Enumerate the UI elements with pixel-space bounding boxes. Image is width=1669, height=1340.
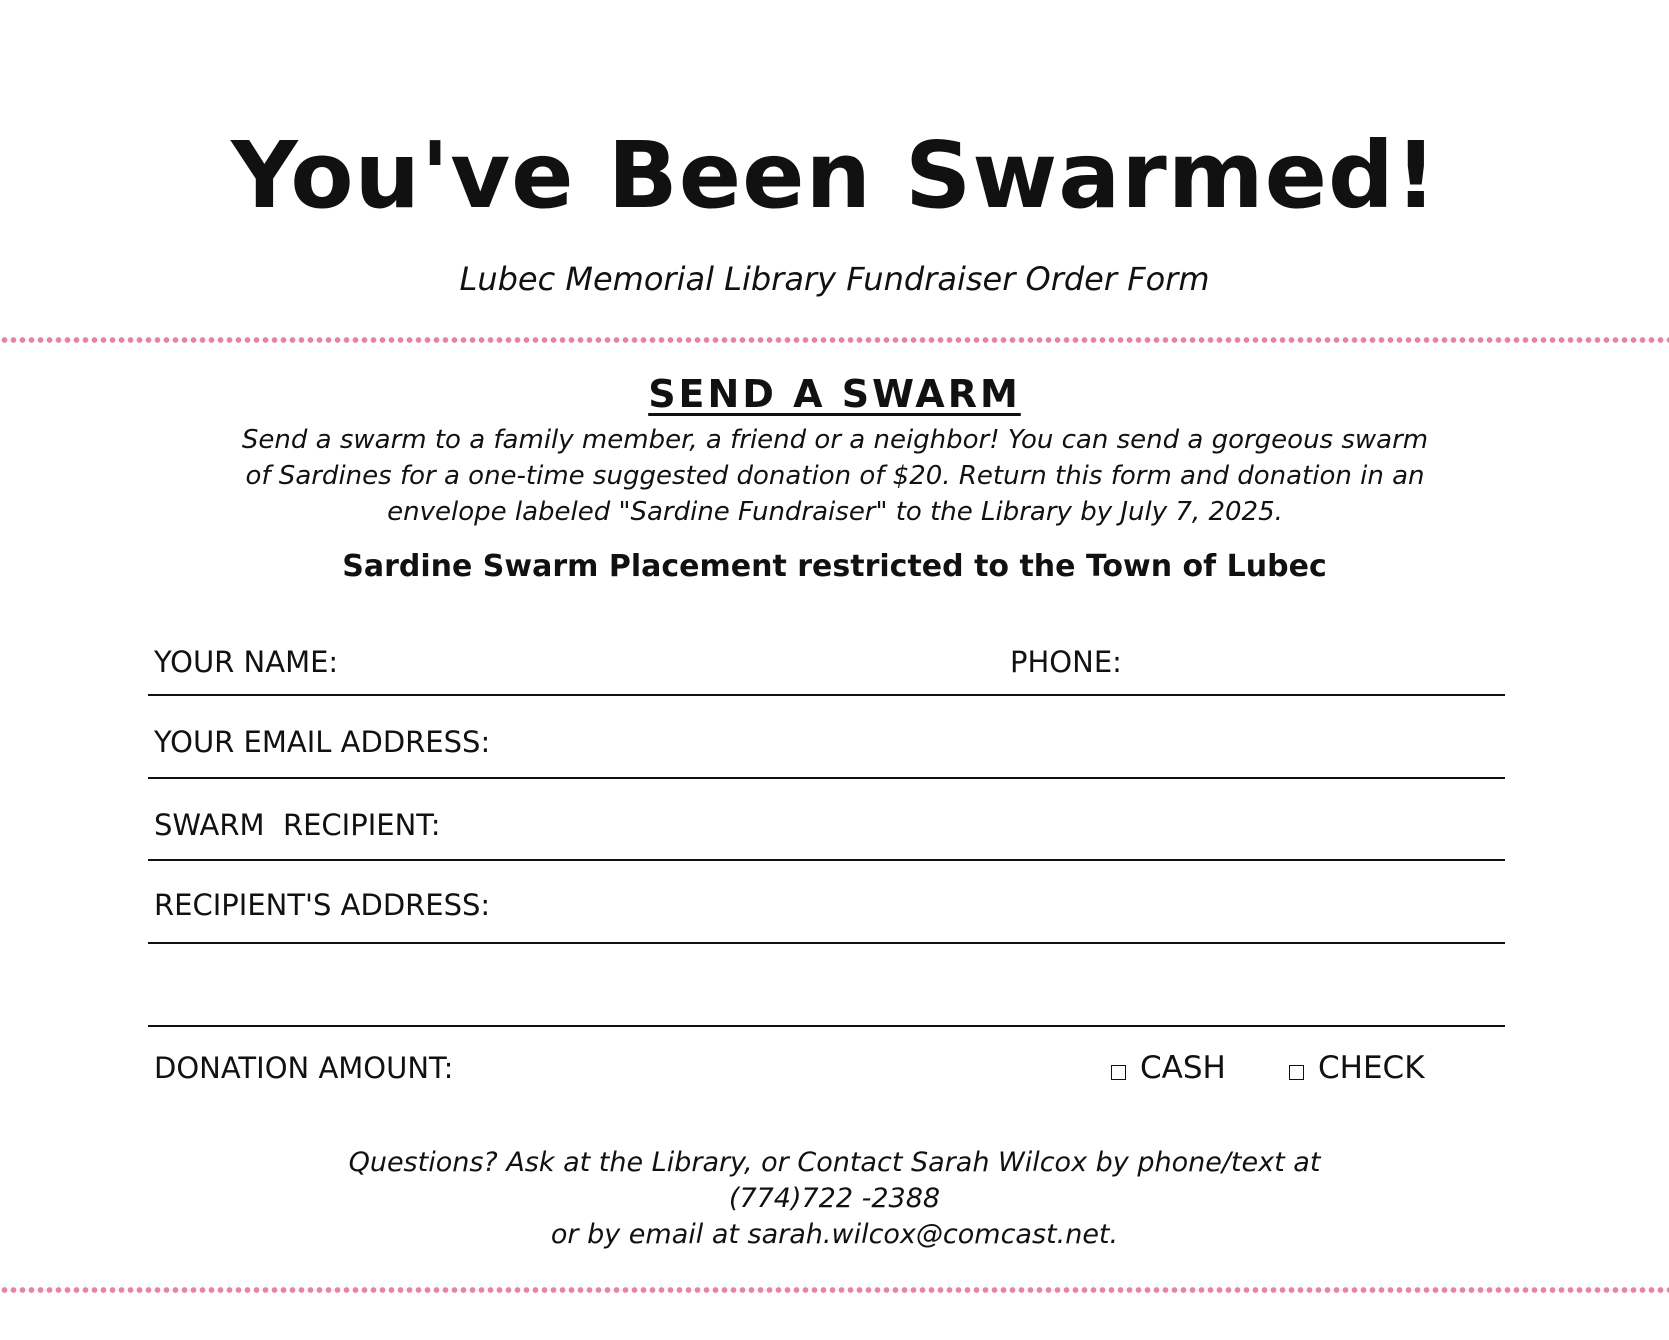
phone-label: PHONE: (1010, 645, 1122, 679)
recipient-address-line-1[interactable] (148, 942, 1505, 944)
footer-line-3: or by email at sarah.wilcox@comcast.net. (550, 1219, 1119, 1250)
footer-line-2: (774)722 -2388 (728, 1183, 941, 1214)
donation-amount-label: DONATION AMOUNT: (154, 1051, 454, 1085)
page-title: You've Been Swarmed! (231, 122, 1438, 229)
your-name-label: YOUR NAME: (154, 645, 339, 679)
placement-restriction: Sardine Swarm Placement restricted to the Town of Lubec (342, 549, 1327, 584)
cash-checkbox[interactable] (1111, 1065, 1126, 1080)
check-option[interactable] (1289, 1050, 1425, 1086)
your-name-phone-line[interactable] (148, 694, 1505, 696)
section-heading (0, 372, 1669, 416)
bottom-dotted-divider (0, 1286, 1669, 1294)
contact-footer (0, 1145, 1669, 1253)
intro-line-2: of Sardines for a one-time suggested donation of $20. Return this form and donation in an (245, 461, 1425, 491)
top-dotted-divider (0, 336, 1669, 344)
page-subtitle: Lubec Memorial Library Fundraiser Order Form (459, 260, 1210, 298)
recipient-label: SWARM RECIPIENT: (154, 808, 441, 842)
section-heading-text: SEND A SWARM (648, 372, 1021, 416)
recipient-address-line-2[interactable] (148, 1025, 1505, 1027)
check-checkbox[interactable] (1289, 1065, 1304, 1080)
intro-line-1: Send a swarm to a family member, a friend or a neighbor! You can send a gorgeous swarm (241, 425, 1429, 455)
intro-paragraph (190, 422, 1480, 530)
email-line[interactable] (148, 777, 1505, 779)
email-label: YOUR EMAIL ADDRESS: (154, 725, 491, 759)
recipient-line[interactable] (148, 859, 1505, 861)
check-label: CHECK (1318, 1050, 1425, 1086)
footer-line-1: Questions? Ask at the Library, or Contact Sarah Wilcox by phone/text at (348, 1147, 1321, 1178)
cash-label: CASH (1140, 1050, 1226, 1086)
recipient-address-label: RECIPIENT'S ADDRESS: (154, 888, 491, 922)
cash-option[interactable] (1111, 1050, 1226, 1086)
intro-line-3: envelope labeled "Sardine Fundraiser" to the Library by July 7, 2025. (387, 497, 1283, 527)
